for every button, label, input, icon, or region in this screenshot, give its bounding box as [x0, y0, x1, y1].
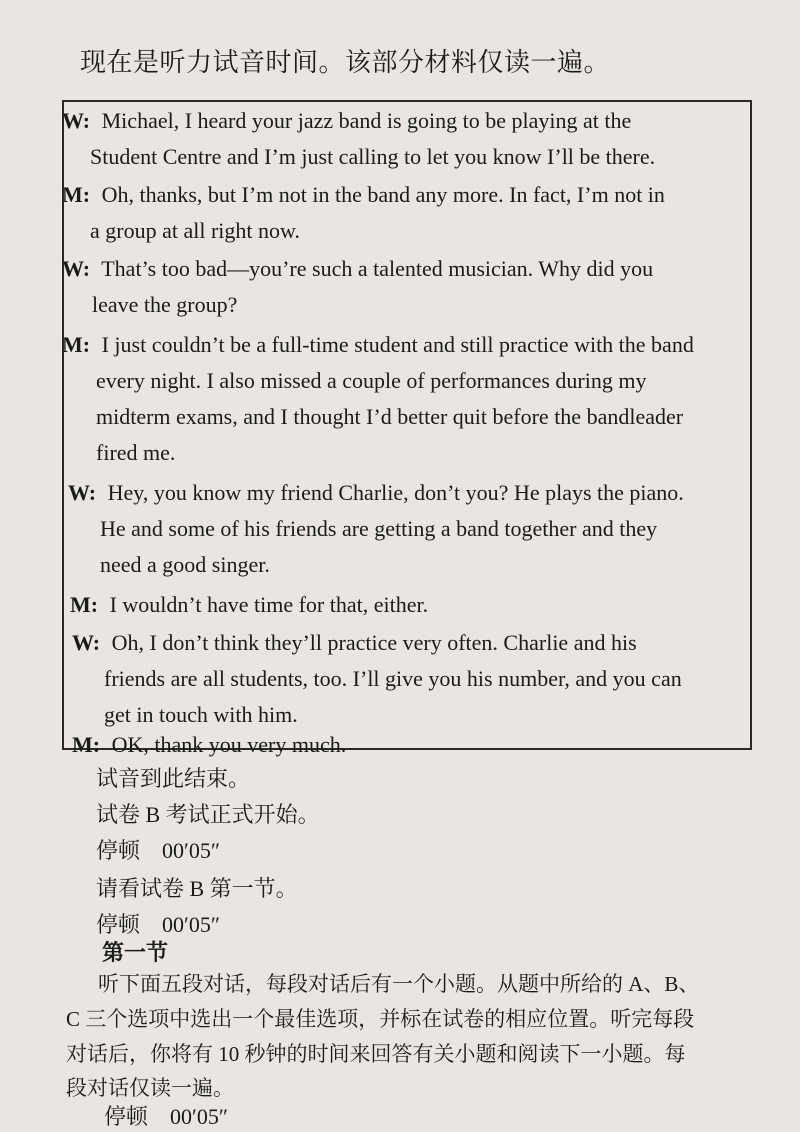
section-title: 第一节	[102, 940, 169, 965]
pause-line: 停顿 00′05″	[96, 838, 220, 863]
dialogue-line: W: Oh, I don’t think they’ll practice very often. Charlie and his	[72, 630, 637, 655]
speaker-label: M:	[70, 592, 99, 617]
pause-line: 停顿 00′05″	[96, 912, 220, 937]
dialogue-line: M: Oh, thanks, but I’m not in the band any more. In fact, I’m not in	[62, 182, 665, 207]
speaker-label: M:	[62, 332, 91, 357]
paragraph-line: 听下面五段对话，每段对话后有一个小题。从题中所给的 A、B、	[98, 972, 700, 996]
dialogue-line: friends are all students, too. I’ll give you his number, and you can	[104, 666, 682, 691]
dialogue-line: need a good singer.	[100, 552, 270, 577]
dialogue-line: midterm exams, and I thought I’d better quit before the bandleader	[96, 404, 684, 429]
speaker-label: W:	[72, 630, 101, 655]
dialogue-line: He and some of his friends are getting a band together and they	[100, 516, 658, 541]
dialogue-line: M: OK, thank you very much.	[72, 732, 347, 757]
dialogue-line: fired me.	[96, 440, 176, 465]
dialogue-line: M: I just couldn’t be a full-time student and still practice with the band	[62, 332, 694, 357]
dialogue-line: get in touch with him.	[104, 702, 298, 727]
paragraph-line: 段对话仅读一遍。	[66, 1076, 234, 1100]
dialogue-line: M: I wouldn’t have time for that, either.	[70, 592, 429, 617]
dialogue-line: every night. I also missed a couple of performances during my	[96, 368, 647, 393]
speaker-label: W:	[62, 256, 91, 281]
dialogue-line: Student Centre and I’m just calling to let you know I’ll be there.	[90, 144, 656, 169]
dialogue-line: W: Hey, you know my friend Charlie, don’t you? He plays the piano.	[68, 480, 684, 505]
pause-line: 停顿 00′05″	[104, 1104, 228, 1129]
dialogue-line: leave the group?	[92, 292, 238, 317]
paragraph-line: C 三个选项中选出一个最佳选项，并标在试卷的相应位置。听完每段	[66, 1007, 695, 1031]
dialogue-line: W: That’s too bad—you’re such a talented musician. Why did you	[62, 256, 654, 281]
speaker-label: M:	[72, 732, 101, 757]
instruction-line: 试卷 B 考试正式开始。	[96, 802, 320, 827]
instruction-line: 请看试卷 B 第一节。	[96, 876, 298, 901]
intro-text: 现在是听力试音时间。该部分材料仅读一遍。	[80, 48, 611, 77]
speaker-label: W:	[68, 480, 97, 505]
instruction-line: 试音到此结束。	[96, 766, 251, 791]
dialogue-line: W: Michael, I heard your jazz band is going to be playing at the	[62, 108, 632, 133]
speaker-label: M:	[62, 182, 91, 207]
paragraph-line: 对话后，你将有 10 秒钟的时间来回答有关小题和阅读下一小题。每	[66, 1042, 686, 1066]
speaker-label: W:	[62, 108, 91, 133]
dialogue-line: a group at all right now.	[90, 218, 300, 243]
